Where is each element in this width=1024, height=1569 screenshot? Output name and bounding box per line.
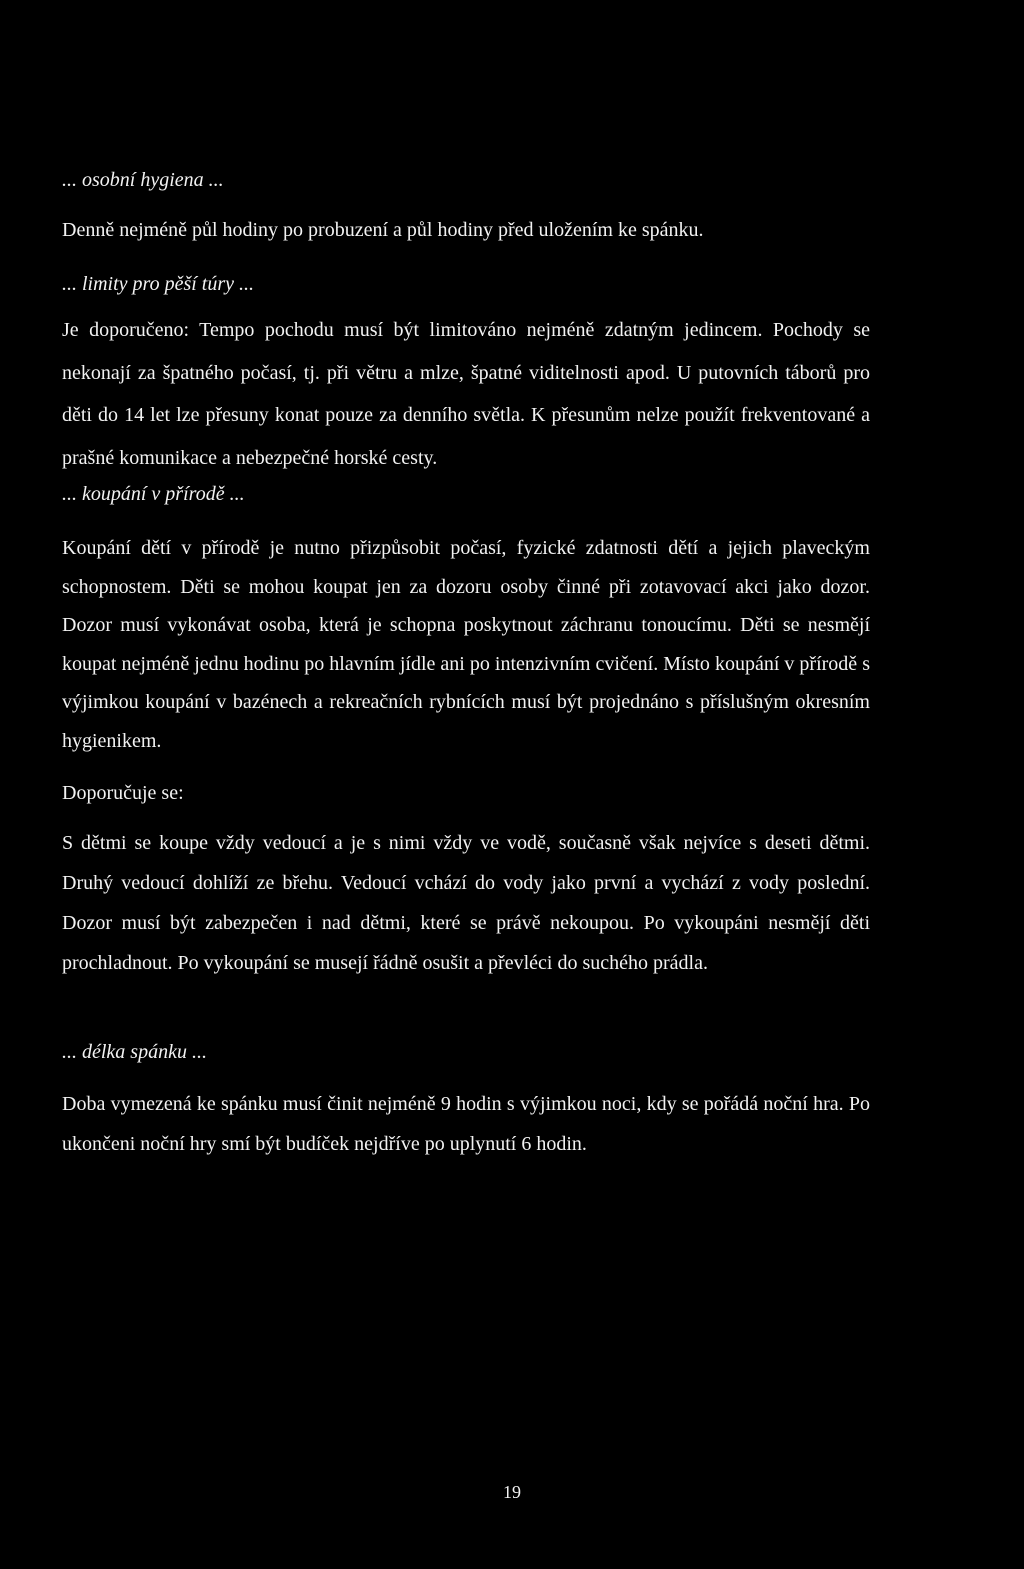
heading-sleep-length: ... délka spánku ... [62,1041,207,1063]
page-number: 19 [503,1482,521,1502]
paragraph-recommendation: S dětmi se koupe vždy vedoucí a je s nimi vždy ve vodě, současně však nejvíce s deseti dětmi. Druhý vedoucí dohlíží ze břehu. Vedoucí vchází do vody jako první a vychází z vody poslední. Dozor musí být zabezpečen i nad dětmi, které se právě nekoupou. Po vykoupáni nesmějí děti prochladnout. Po vykoupání se musejí řádně osušit a převléci do suchého prádla. [62,832,870,974]
heading-hiking-limits: ... limity pro pěší túry ... [62,273,255,295]
paragraph-sleep-length: Doba vymezená ke spánku musí činit nejméně 9 hodin s výjimkou noci, kdy se pořádá noční hra. Po ukončeni noční hry smí být budíček nejdříve po uplynutí 6 hodin. [62,1093,870,1155]
document-page [62,0,870,1569]
recommendation-label: Doporučuje se: [62,782,184,804]
paragraph-swimming-in-nature: Koupání dětí v přírodě je nutno přizpůsobit počasí, fyzické zdatnosti dětí a jejich plaveckým schopnostem. Děti se mohou koupat jen za dozoru osoby činné při zotavovací akci jako dozor. Dozor musí vykonávat osoba, která je schopna poskytnout záchranu tonoucímu. Děti se nesmějí koupat nejméně jednu hodinu po hlavním jídle ani po intenzivním cvičení. Místo koupání v přírodě s výjimkou koupání v bazénech a rekreačních rybnících musí být projednáno s příslušným okresním hygienikem. [62,537,870,752]
heading-swimming-in-nature: ... koupání v přírodě ... [62,483,245,505]
paragraph-personal-hygiene: Denně nejméně půl hodiny po probuzení a půl hodiny před uložením ke spánku. [62,219,704,241]
paragraph-hiking-limits: Je doporučeno: Tempo pochodu musí být limitováno nejméně zdatným jedincem. Pochody se nekonají za špatného počasí, tj. při větru a mlze, špatné viditelnosti apod. U putovních táborů pro děti do 14 let lze přesuny konat pouze za denního světla. K přesunům nelze použít frekventované a prašné komunikace a nebezpečné horské cesty. [62,319,870,469]
heading-personal-hygiene: ... osobní hygiena ... [62,169,224,191]
